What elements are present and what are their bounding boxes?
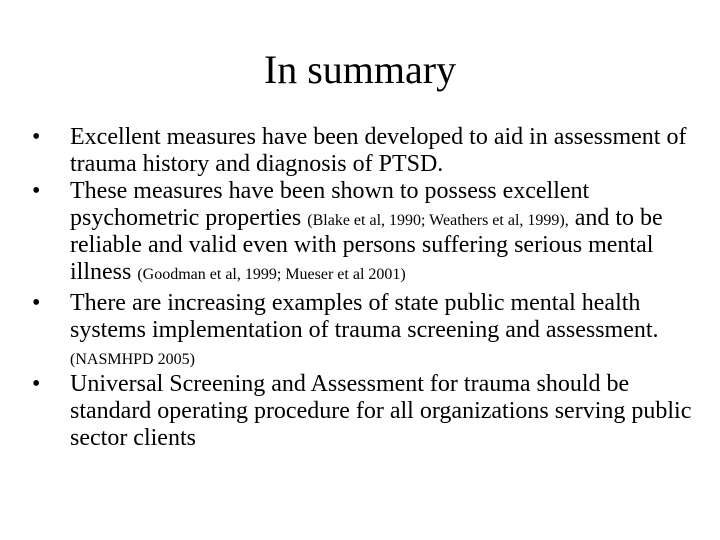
bullet-text: These measures have been shown to possess excellent psychometric properties [70, 178, 590, 231]
slide-title: In summary [263, 47, 457, 92]
bullet-text: Universal Screening and Assessment for trauma should be standard operating procedure for all organizations serving public sector clients [70, 371, 692, 451]
bullet-list [32, 124, 692, 452]
bullet-item [32, 290, 692, 371]
citation: (Goodman et al, 1999; Mueser et al 2001) [137, 266, 406, 283]
citation: (Blake et al, 1990; Weathers et al, 1999), [307, 212, 569, 229]
bullet-text: Excellent measures have been developed to aid in assessment of trauma history and diagnosis of PTSD. [70, 124, 687, 177]
bullet-marker: • [32, 290, 41, 316]
bullet-marker: • [32, 178, 41, 204]
bullet-text: and to be reliable and valid even with persons suffering serious mental illness [70, 205, 663, 285]
citation: (NASMHPD 2005) [70, 351, 195, 368]
bullet-item [32, 124, 692, 178]
bullet-marker: • [32, 371, 41, 397]
bullet-item [32, 371, 692, 452]
bullet-marker: • [32, 124, 41, 150]
bullet-text: There are increasing examples of state public mental health systems implementation of trauma screening and assessment. [70, 290, 659, 343]
bullet-item [32, 178, 692, 286]
